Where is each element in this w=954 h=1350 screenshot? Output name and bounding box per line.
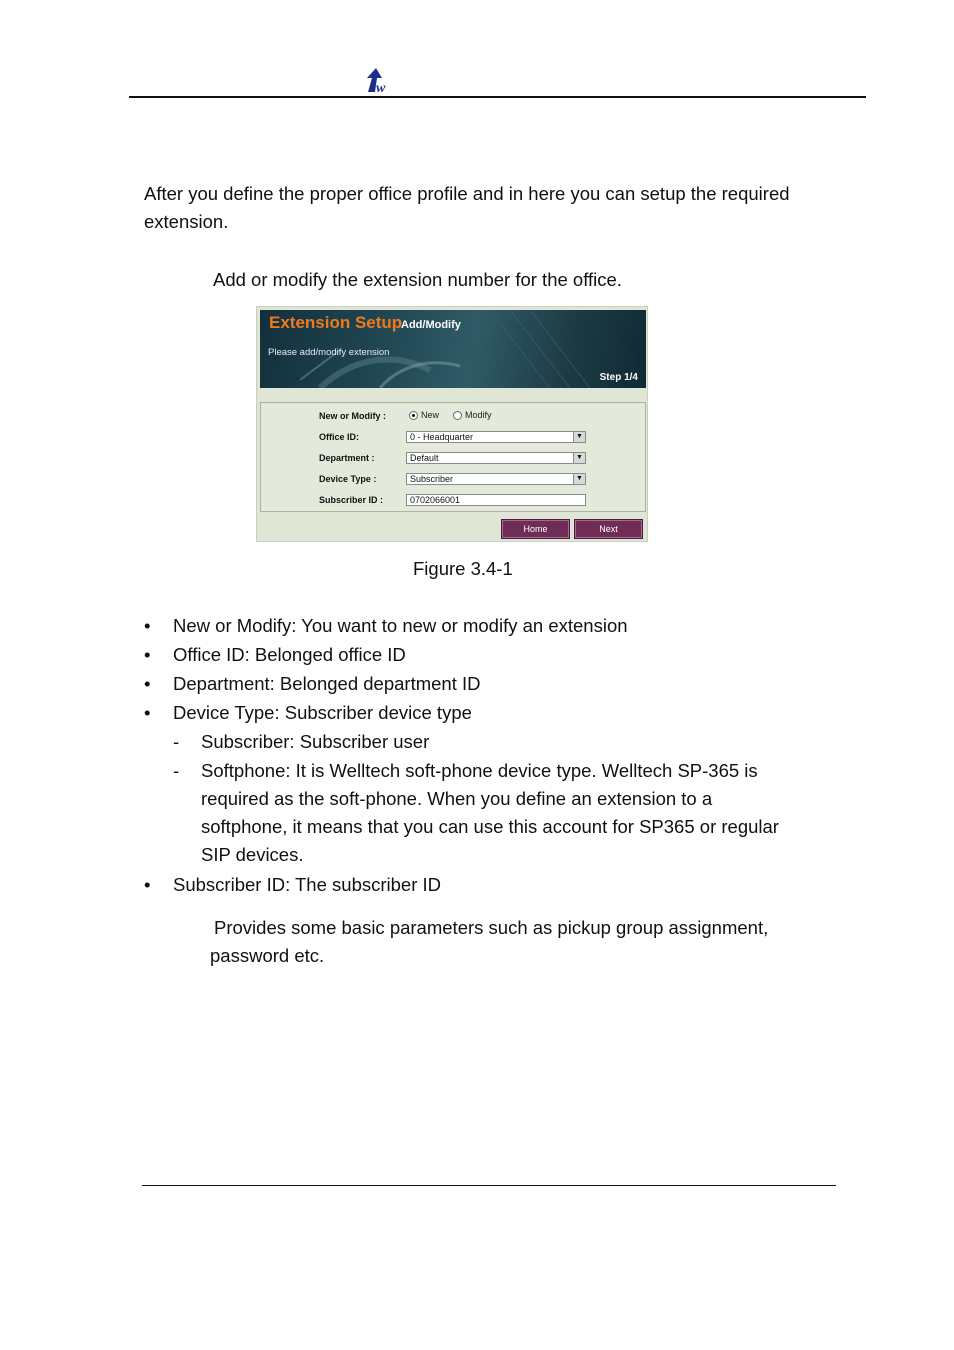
- list-item: [144, 612, 824, 640]
- device-type-label: Device Type :: [319, 474, 377, 484]
- intro-paragraph: After you define the proper office profile and in here you can setup the required extension.: [144, 183, 790, 232]
- next-button[interactable]: Next: [574, 519, 643, 539]
- list-item-text: Subscriber ID: The subscriber ID: [173, 874, 442, 895]
- extension-setup-figure: [256, 306, 648, 542]
- bullet-icon: •: [144, 874, 151, 895]
- home-button[interactable]: Home: [501, 519, 570, 539]
- new-radio[interactable]: [409, 411, 418, 420]
- modify-radio-label: Modify: [465, 410, 492, 420]
- banner-note: Please add/modify extension: [268, 347, 390, 358]
- list-item-text: Office ID: Belonged office ID: [173, 644, 406, 665]
- sub-list-item-text: Subscriber: Subscriber user: [201, 731, 430, 752]
- banner-subtitle: Add/Modify: [401, 319, 461, 331]
- chevron-down-icon[interactable]: ▼: [573, 474, 585, 484]
- sub-list-item-line: required as the soft-phone. When you define an extension to a: [201, 788, 713, 809]
- list-item: [144, 670, 824, 698]
- chevron-down-icon[interactable]: ▼: [573, 453, 585, 463]
- list-item: [144, 699, 824, 727]
- step-description: Add or modify the extension number for the office.: [213, 269, 622, 290]
- welltech-logo-icon: [364, 66, 396, 94]
- bullet-icon: •: [144, 615, 151, 636]
- outro-paragraph: [210, 914, 810, 970]
- department-label: Department :: [319, 453, 375, 463]
- step-indicator: Step 1/4: [599, 372, 638, 383]
- outro-line: Provides some basic parameters such as pickup group assignment,: [214, 917, 769, 938]
- field-description-list: [144, 612, 824, 899]
- sub-list-item: [144, 728, 824, 756]
- office-id-select[interactable]: [406, 431, 586, 443]
- list-item: [144, 871, 824, 899]
- chevron-down-icon[interactable]: ▼: [573, 432, 585, 442]
- svg-text:w: w: [376, 81, 386, 94]
- device-type-select[interactable]: [406, 473, 586, 485]
- sub-list-item-line: Softphone: It is Welltech soft-phone device type. Welltech SP-365 is: [201, 760, 758, 781]
- bullet-icon: •: [144, 702, 151, 723]
- extension-form: [260, 402, 646, 512]
- setup-banner: [260, 310, 646, 388]
- subscriber-id-label: Subscriber ID :: [319, 495, 384, 505]
- bullet-icon: •: [144, 644, 151, 665]
- footer-rule: [142, 1185, 836, 1186]
- figure-caption: Figure 3.4-1: [413, 558, 513, 579]
- dash-icon: -: [173, 731, 180, 752]
- list-item: [144, 641, 824, 669]
- office-id-value: 0 - Headquarter: [410, 432, 474, 442]
- device-type-value: Subscriber: [410, 474, 454, 484]
- list-item-text: New or Modify: You want to new or modify an extension: [173, 615, 628, 636]
- sub-list-item: [144, 757, 824, 869]
- header-rule: [129, 96, 866, 98]
- banner-title: Extension Setup: [269, 313, 403, 332]
- subscriber-id-input[interactable]: [406, 494, 586, 506]
- department-select[interactable]: [406, 452, 586, 464]
- department-value: Default: [410, 453, 439, 463]
- list-item-text: Device Type: Subscriber device type: [173, 702, 472, 723]
- subscriber-id-value: 0702066001: [410, 495, 461, 505]
- list-item-text: Department: Belonged department ID: [173, 673, 481, 694]
- office-id-label: Office ID:: [319, 432, 360, 442]
- bullet-icon: •: [144, 673, 151, 694]
- new-or-modify-label: New or Modify :: [319, 411, 386, 421]
- dash-icon: -: [173, 760, 180, 781]
- sub-list-item-line: SIP devices.: [201, 844, 304, 865]
- modify-radio[interactable]: [453, 411, 462, 420]
- sub-list-item-line: softphone, it means that you can use this account for SP365 or regular: [201, 816, 779, 837]
- new-radio-label: New: [421, 410, 440, 420]
- new-or-modify-group: [409, 410, 492, 420]
- outro-line: password etc.: [210, 945, 325, 966]
